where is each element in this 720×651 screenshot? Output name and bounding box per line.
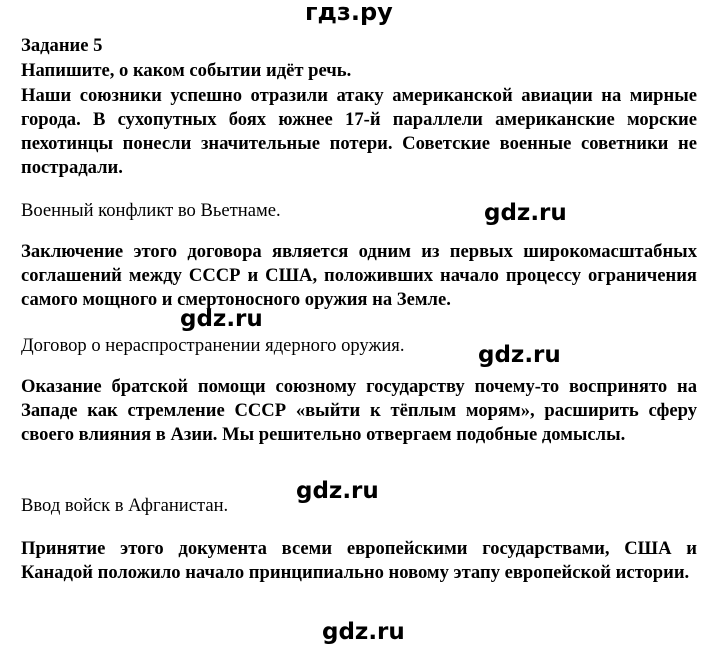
watermark-3: gdz.ru [478, 342, 561, 368]
question-3: Оказание братской помощи союзному государству почему-то воспринято на Западе как стремление СССР «выйти к тёплым морям», расширить сферу своего влияния в Азии. Мы решительно отвергаем подобные домыслы. [21, 376, 697, 445]
question-1: Наши союзники успешно отразили атаку американской авиации на мирные города. В сухопутных боях южнее 17-й параллели американские морские пехотинцы понесли значительные потери. Советские военные советники не пострадали. [21, 85, 697, 178]
answer-1: Военный конфликт во Вьетнаме. [21, 200, 281, 221]
task-heading: Задание 5 [21, 35, 103, 56]
watermark-5: gdz.ru [322, 619, 405, 645]
answer-3: Ввод войск в Афганистан. [21, 495, 229, 516]
question-2: Заключение этого договора является одним из первых широкомасштабных соглашений между СССР и США, положивших начало процессу ограничения самого мощного и смертоносного оружия на Земле. [21, 241, 697, 310]
task-instruction: Напишите, о каком событии идёт речь. [21, 60, 352, 81]
site-title: гдз.ру [305, 0, 393, 26]
watermark-1: gdz.ru [484, 200, 567, 226]
watermark-4: gdz.ru [296, 478, 379, 504]
answer-2: Договор о нераспространении ядерного оружия. [21, 335, 405, 356]
question-4: Принятие этого документа всеми европейскими государствами, США и Канадой положило начало принципиально новому этапу европейской истории. [21, 538, 697, 583]
watermark-2: gdz.ru [180, 306, 263, 332]
